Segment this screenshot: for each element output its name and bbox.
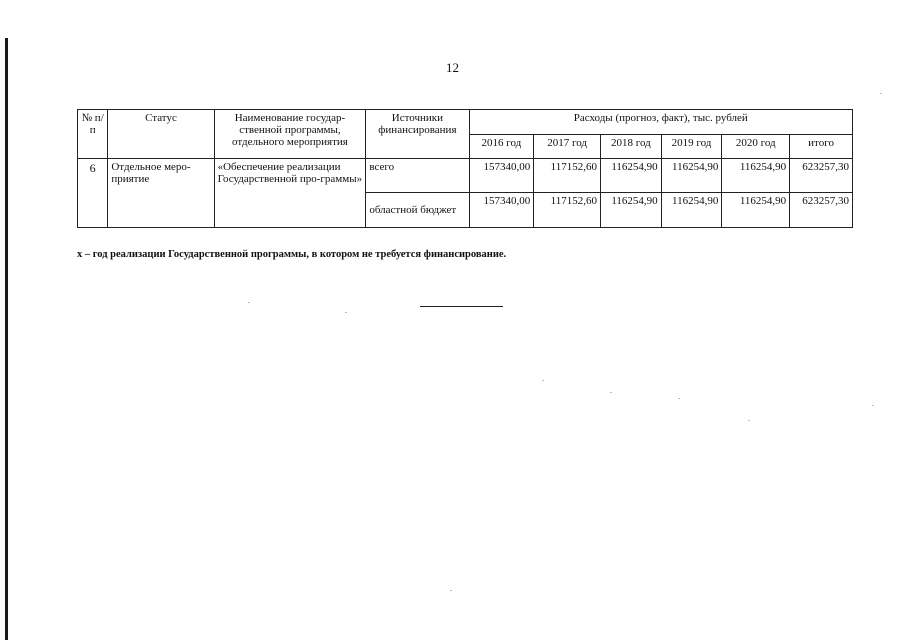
- header-year: 2020 год: [722, 135, 790, 159]
- value-cell: 116254,90: [601, 159, 662, 193]
- header-sources: Источники финансирования: [366, 110, 469, 159]
- separator-line: [420, 306, 503, 307]
- header-year: 2019 год: [661, 135, 722, 159]
- scan-speck: [610, 392, 612, 393]
- header-row-1: [78, 110, 853, 135]
- row-number: 6: [78, 159, 108, 228]
- scan-speck: [678, 398, 680, 399]
- page-number: 12: [446, 60, 459, 75]
- value-cell: 157340,00: [469, 159, 534, 193]
- scan-speck: [872, 405, 874, 406]
- header-number: № п/п: [78, 110, 108, 159]
- scan-speck: [880, 93, 882, 94]
- header-year: 2016 год: [469, 135, 534, 159]
- header-year: 2018 год: [601, 135, 662, 159]
- header-year: 2017 год: [534, 135, 601, 159]
- total-cell: 623257,30: [790, 159, 853, 193]
- value-cell: 116254,90: [722, 193, 790, 228]
- total-cell: 623257,30: [790, 193, 853, 228]
- scan-speck: [450, 590, 452, 591]
- table-row: [78, 159, 853, 193]
- header-name: Наименование государ-ственной программы, отдельного мероприятия: [214, 110, 366, 159]
- scan-speck: [542, 380, 544, 381]
- scan-speck: [345, 312, 347, 313]
- value-cell: 116254,90: [601, 193, 662, 228]
- footnote: x – год реализации Государственной программы, в котором не требуется финансирование.: [77, 249, 507, 260]
- value-cell: 117152,60: [534, 193, 601, 228]
- row-name: «Обеспечение реализации Государственной про-граммы»: [214, 159, 366, 228]
- value-cell: 157340,00: [469, 193, 534, 228]
- financing-table: [77, 109, 853, 228]
- value-cell: 116254,90: [722, 159, 790, 193]
- header-expenses: Расходы (прогноз, факт), тыс. рублей: [469, 110, 853, 135]
- value-cell: 116254,90: [661, 193, 722, 228]
- scan-speck: [748, 420, 750, 421]
- header-total: итого: [790, 135, 853, 159]
- left-margin-rule: [5, 38, 8, 640]
- row-status: Отдельное меро-приятие: [108, 159, 214, 228]
- row-source: областной бюджет: [366, 193, 469, 228]
- value-cell: 116254,90: [661, 159, 722, 193]
- row-source: всего: [366, 159, 469, 193]
- header-status: Статус: [108, 110, 214, 159]
- value-cell: 117152,60: [534, 159, 601, 193]
- scan-speck: [248, 302, 250, 303]
